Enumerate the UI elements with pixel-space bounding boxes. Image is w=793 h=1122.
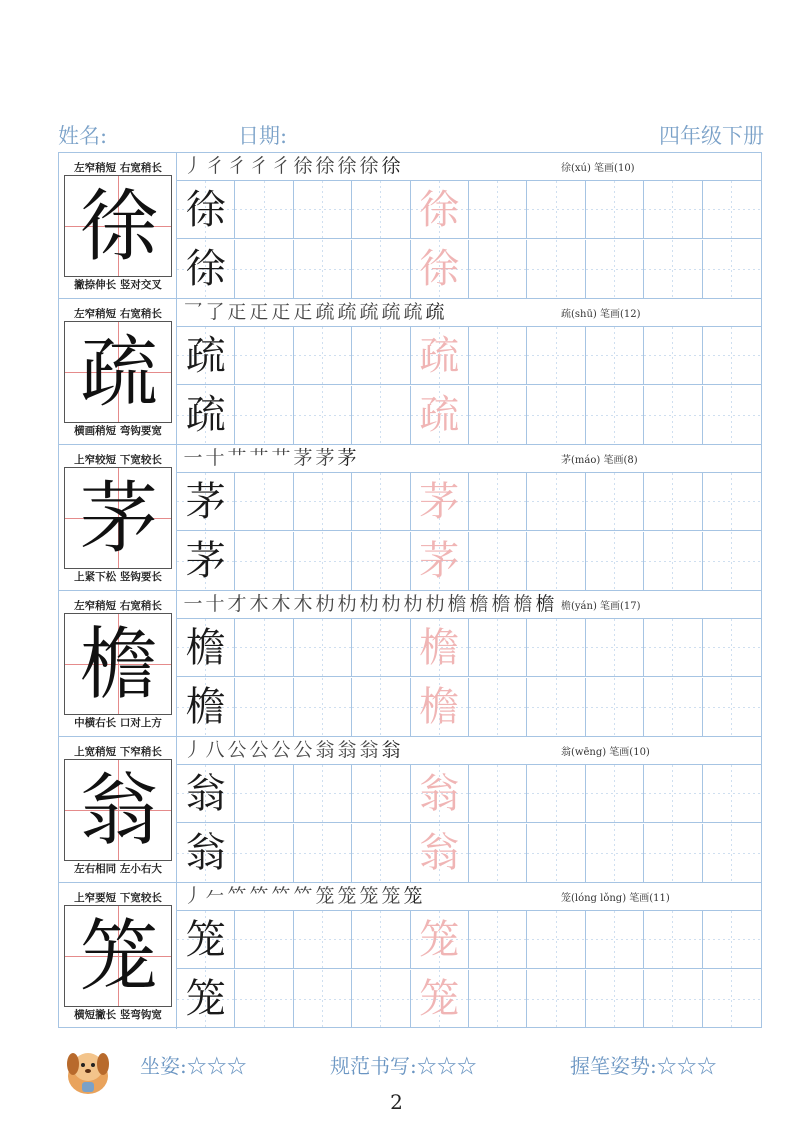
writing-cell[interactable]	[411, 970, 469, 1028]
stroke-step: 茅	[337, 447, 357, 469]
stroke-step: 丿	[183, 739, 203, 761]
stroke-step: 翁	[315, 739, 335, 761]
stroke-step: 疏	[381, 301, 401, 323]
practice-section	[58, 152, 762, 298]
header	[58, 120, 764, 152]
grip-rating: 握笔姿势:☆☆☆	[570, 1054, 717, 1078]
writing-cell[interactable]	[235, 532, 293, 590]
writing-cell[interactable]	[586, 765, 644, 823]
stroke-step: 彳	[271, 155, 291, 177]
grade-label: 四年级下册	[659, 124, 764, 148]
writing-cell[interactable]	[703, 181, 761, 239]
structure-tip-bottom: 横短撇长 竖弯钩宽	[74, 1009, 162, 1021]
writing-cell[interactable]	[177, 619, 235, 677]
writing-cell[interactable]	[469, 181, 527, 239]
writing-cell[interactable]	[235, 619, 293, 677]
trace-character: 翁	[419, 771, 460, 817]
writing-cell[interactable]	[644, 240, 702, 298]
structure-tip-bottom: 撇捺伸长 竖对交叉	[74, 279, 162, 291]
writing-cell[interactable]	[294, 824, 352, 882]
stroke-step: 木	[271, 593, 291, 615]
writing-cell[interactable]	[411, 240, 469, 298]
writing-cell[interactable]	[527, 327, 585, 385]
writing-cells	[177, 619, 761, 737]
stroke-order-row	[177, 591, 761, 619]
writing-cell[interactable]	[703, 911, 761, 969]
writing-cell[interactable]	[294, 678, 352, 736]
stroke-step: 𤴓	[227, 301, 247, 323]
stroke-step: 笼	[315, 885, 335, 907]
stroke-step: 𥫗	[293, 885, 313, 907]
trace-character: 徐	[419, 246, 460, 292]
stroke-step: 𤴓	[293, 301, 313, 323]
writing-cell[interactable]	[352, 619, 410, 677]
practice-grid	[177, 591, 761, 737]
writing-cell[interactable]	[235, 181, 293, 239]
writing-cell[interactable]	[644, 765, 702, 823]
model-character: 笼	[79, 912, 158, 1002]
stroke-step: 𤴓	[271, 301, 291, 323]
name-label: 姓名:	[58, 124, 108, 148]
stroke-step: 笼	[403, 885, 423, 907]
practice-section	[58, 590, 762, 736]
trace-character: 笼	[419, 917, 460, 963]
stroke-step: 徐	[315, 155, 335, 177]
stroke-step: 彳	[227, 155, 247, 177]
structure-tip-top: 上窄较短 下宽较长	[74, 454, 162, 466]
writing-cell[interactable]	[703, 970, 761, 1028]
structure-tip-bottom: 中横右长 口对上方	[74, 717, 162, 729]
writing-cell[interactable]	[644, 619, 702, 677]
structure-tip-top: 左窄稍短 右宽稍长	[74, 600, 162, 612]
writing-cell[interactable]	[586, 824, 644, 882]
writing-cell[interactable]	[235, 473, 293, 531]
model-char-box	[64, 905, 172, 1007]
example-character: 徐	[185, 187, 226, 233]
writing-cell[interactable]	[469, 532, 527, 590]
writing-cell[interactable]	[177, 678, 235, 736]
model-char-box	[64, 467, 172, 569]
writing-cell[interactable]	[527, 824, 585, 882]
model-column	[59, 883, 177, 1029]
writing-cell[interactable]	[411, 911, 469, 969]
writing-cell[interactable]	[469, 765, 527, 823]
writing-cell[interactable]	[527, 473, 585, 531]
stroke-step: 徐	[337, 155, 357, 177]
char-info: 茅(máo) 笔画(8)	[561, 455, 638, 466]
stroke-step: 徐	[381, 155, 401, 177]
writing-cell[interactable]	[235, 911, 293, 969]
model-column	[59, 591, 177, 737]
example-character: 疏	[185, 392, 226, 438]
example-character: 茅	[185, 538, 226, 584]
writing-cells	[177, 473, 761, 591]
practice-grid	[177, 299, 761, 445]
model-column	[59, 737, 177, 883]
stroke-step: 艹	[249, 447, 269, 469]
stroke-step: 木	[249, 593, 269, 615]
structure-tip-top: 上窄要短 下宽较长	[74, 892, 162, 904]
writing-cell[interactable]	[352, 327, 410, 385]
stroke-step: 疏	[359, 301, 379, 323]
writing-cell[interactable]	[527, 386, 585, 444]
stroke-step: 一	[183, 447, 203, 469]
stroke-step: 笼	[337, 885, 357, 907]
writing-cell[interactable]	[352, 386, 410, 444]
example-character: 疏	[185, 333, 226, 379]
stroke-step: 朸	[381, 593, 401, 615]
stroke-step: 朸	[337, 593, 357, 615]
writing-cell[interactable]	[177, 240, 235, 298]
writing-cell[interactable]	[177, 473, 235, 531]
writing-cell[interactable]	[586, 181, 644, 239]
writing-cell[interactable]	[586, 386, 644, 444]
practice-section	[58, 298, 762, 444]
stroke-step: 了	[205, 301, 225, 323]
writing-cell[interactable]	[411, 532, 469, 590]
stroke-step: 朸	[425, 593, 445, 615]
stroke-step: 艹	[271, 447, 291, 469]
stroke-step: 才	[227, 593, 247, 615]
writing-cell[interactable]	[352, 765, 410, 823]
writing-cell[interactable]	[177, 970, 235, 1028]
writing-cell[interactable]	[294, 386, 352, 444]
writing-cell[interactable]	[644, 181, 702, 239]
model-char-box	[64, 175, 172, 277]
practice-grid	[177, 153, 761, 299]
writing-cell[interactable]	[177, 386, 235, 444]
writing-cell[interactable]	[411, 765, 469, 823]
writing-cell[interactable]	[644, 970, 702, 1028]
structure-tip-top: 上宽稍短 下窄稍长	[74, 746, 162, 758]
writing-cell[interactable]	[294, 619, 352, 677]
stroke-step: 疏	[315, 301, 335, 323]
stroke-step: 𤴓	[249, 301, 269, 323]
practice-grid	[177, 883, 761, 1029]
example-character: 檐	[185, 684, 226, 730]
writing-cell[interactable]	[411, 824, 469, 882]
stroke-step: 檐	[491, 593, 511, 615]
char-info: 檐(yán) 笔画(17)	[561, 601, 641, 612]
writing-cell[interactable]	[294, 181, 352, 239]
stroke-step: 朸	[359, 593, 379, 615]
writing-cell[interactable]	[177, 327, 235, 385]
writing-cell[interactable]	[703, 765, 761, 823]
writing-cell[interactable]	[703, 619, 761, 677]
model-character: 徐	[79, 182, 158, 272]
writing-cell[interactable]	[352, 970, 410, 1028]
writing-cell[interactable]	[352, 532, 410, 590]
writing-cell[interactable]	[235, 327, 293, 385]
stroke-step: 丿	[183, 155, 203, 177]
writing-cell[interactable]	[177, 911, 235, 969]
writing-cell[interactable]	[177, 824, 235, 882]
stroke-step: 疏	[337, 301, 357, 323]
writing-cells	[177, 181, 761, 299]
stroke-step: 𥫗	[227, 885, 247, 907]
writing-cell[interactable]	[586, 327, 644, 385]
model-char-box	[64, 759, 172, 861]
writing-cell[interactable]	[703, 824, 761, 882]
writing-cell[interactable]	[703, 473, 761, 531]
practice-section	[58, 882, 762, 1028]
stroke-step: 檐	[447, 593, 467, 615]
writing-cell[interactable]	[352, 473, 410, 531]
writing-cell[interactable]	[177, 532, 235, 590]
writing-cell[interactable]	[586, 240, 644, 298]
example-character: 徐	[185, 246, 226, 292]
stroke-step: 公	[293, 739, 313, 761]
writing-cell[interactable]	[527, 619, 585, 677]
model-column	[59, 299, 177, 445]
stroke-step: 茅	[315, 447, 335, 469]
writing-cell[interactable]	[411, 327, 469, 385]
stroke-order-row	[177, 445, 761, 473]
writing-cell[interactable]	[469, 970, 527, 1028]
stroke-step: 翁	[381, 739, 401, 761]
structure-tip-bottom: 横画稍短 弯钩要宽	[74, 425, 162, 437]
trace-character: 徐	[419, 187, 460, 233]
stroke-step: 丿	[183, 885, 203, 907]
stroke-step: 笼	[381, 885, 401, 907]
writing-cell[interactable]	[527, 911, 585, 969]
stroke-step: 檐	[469, 593, 489, 615]
writing-cell[interactable]	[294, 970, 352, 1028]
stroke-step: 艹	[227, 447, 247, 469]
stroke-step: 十	[205, 593, 225, 615]
writing-cell[interactable]	[469, 678, 527, 736]
writing-cell[interactable]	[644, 386, 702, 444]
stroke-step: 疏	[403, 301, 423, 323]
example-character: 檐	[185, 625, 226, 671]
stroke-step: 八	[205, 739, 225, 761]
trace-character: 笼	[419, 976, 460, 1022]
writing-cell[interactable]	[644, 911, 702, 969]
practice-sheet	[58, 152, 762, 1028]
practice-section	[58, 444, 762, 590]
stroke-step: 朸	[315, 593, 335, 615]
stroke-step: 茅	[293, 447, 313, 469]
char-info: 疏(shū) 笔画(12)	[561, 309, 641, 320]
stroke-step: 𥫗	[249, 885, 269, 907]
writing-cell[interactable]	[294, 473, 352, 531]
writing-cell[interactable]	[235, 824, 293, 882]
stroke-step: 乛	[183, 301, 203, 323]
stroke-step: 公	[227, 739, 247, 761]
writing-cell[interactable]	[644, 532, 702, 590]
example-character: 翁	[185, 771, 226, 817]
writing-cell[interactable]	[644, 824, 702, 882]
model-char-box	[64, 613, 172, 715]
example-character: 翁	[185, 830, 226, 876]
model-character: 翁	[79, 766, 158, 856]
writing-cell[interactable]	[527, 532, 585, 590]
writing-cell[interactable]	[527, 678, 585, 736]
writing-cell[interactable]	[527, 181, 585, 239]
writing-cell[interactable]	[235, 386, 293, 444]
writing-cells	[177, 765, 761, 883]
writing-cell[interactable]	[703, 678, 761, 736]
writing-cell[interactable]	[352, 824, 410, 882]
structure-tip-bottom: 上紧下松 竖钩要长	[74, 571, 162, 583]
stroke-step: 徐	[293, 155, 313, 177]
trace-character: 茅	[419, 479, 460, 525]
writing-cell[interactable]	[527, 240, 585, 298]
char-info: 徐(xú) 笔画(10)	[561, 163, 635, 174]
practice-grid	[177, 737, 761, 883]
writing-cell[interactable]	[644, 327, 702, 385]
writing-cell[interactable]	[294, 765, 352, 823]
trace-character: 翁	[419, 830, 460, 876]
writing-cell[interactable]	[469, 619, 527, 677]
writing-cell[interactable]	[469, 911, 527, 969]
stroke-step: 徐	[359, 155, 379, 177]
model-character: 疏	[79, 328, 158, 418]
practice-section	[58, 736, 762, 882]
practice-grid	[177, 445, 761, 591]
writing-cell[interactable]	[586, 532, 644, 590]
writing-cell[interactable]	[235, 678, 293, 736]
trace-character: 檐	[419, 625, 460, 671]
stroke-order-row	[177, 299, 761, 327]
posture-rating: 坐姿:☆☆☆	[140, 1054, 247, 1078]
writing-cell[interactable]	[352, 181, 410, 239]
writing-cell[interactable]	[294, 911, 352, 969]
writing-cell[interactable]	[411, 619, 469, 677]
writing-cell[interactable]	[352, 240, 410, 298]
writing-cell[interactable]	[235, 240, 293, 298]
writing-cells	[177, 327, 761, 445]
writing-cell[interactable]	[703, 532, 761, 590]
writing-cell[interactable]	[527, 970, 585, 1028]
writing-cell[interactable]	[469, 240, 527, 298]
trace-character: 檐	[419, 684, 460, 730]
writing-cell[interactable]	[469, 824, 527, 882]
footer	[58, 1040, 768, 1090]
writing-cell[interactable]	[586, 911, 644, 969]
example-character: 笼	[185, 917, 226, 963]
writing-cell[interactable]	[235, 970, 293, 1028]
model-character: 茅	[79, 474, 158, 564]
stroke-step: 彳	[205, 155, 225, 177]
stroke-step: 朸	[403, 593, 423, 615]
trace-character: 疏	[419, 392, 460, 438]
writing-cell[interactable]	[586, 473, 644, 531]
stroke-step: 𥫗	[271, 885, 291, 907]
writing-cell[interactable]	[586, 970, 644, 1028]
example-character: 茅	[185, 479, 226, 525]
structure-tip-top: 左窄稍短 右宽稍长	[74, 162, 162, 174]
stroke-step: 一	[183, 593, 203, 615]
stroke-step: 翁	[359, 739, 379, 761]
stroke-step: 檐	[513, 593, 533, 615]
char-info: 翁(wēng) 笔画(10)	[561, 747, 650, 758]
writing-cell[interactable]	[294, 327, 352, 385]
stroke-step: 公	[249, 739, 269, 761]
model-column	[59, 445, 177, 591]
writing-rating: 规范书写:☆☆☆	[330, 1054, 477, 1078]
stroke-step: 檐	[535, 593, 555, 615]
stroke-step: 疏	[425, 301, 445, 323]
page-number: 2	[390, 1090, 403, 1114]
char-info: 笼(lóng lǒng) 笔画(11)	[561, 893, 670, 904]
writing-cell[interactable]	[352, 678, 410, 736]
writing-cell[interactable]	[703, 240, 761, 298]
writing-cell[interactable]	[644, 473, 702, 531]
writing-cell[interactable]	[411, 678, 469, 736]
stroke-step: 公	[271, 739, 291, 761]
stroke-step: 笼	[359, 885, 379, 907]
writing-cell[interactable]	[469, 327, 527, 385]
writing-cell[interactable]	[177, 765, 235, 823]
model-character: 檐	[79, 620, 158, 710]
stroke-step: 彳	[249, 155, 269, 177]
trace-character: 疏	[419, 333, 460, 379]
model-char-box	[64, 321, 172, 423]
writing-cell[interactable]	[294, 532, 352, 590]
writing-cell[interactable]	[235, 765, 293, 823]
writing-cell[interactable]	[411, 386, 469, 444]
writing-cell[interactable]	[469, 386, 527, 444]
writing-cell[interactable]	[411, 473, 469, 531]
writing-cells	[177, 911, 761, 1029]
writing-cell[interactable]	[703, 386, 761, 444]
writing-cell[interactable]	[703, 327, 761, 385]
writing-cell[interactable]	[177, 181, 235, 239]
stroke-order-row	[177, 883, 761, 911]
stroke-step: 翁	[337, 739, 357, 761]
model-column	[59, 153, 177, 299]
structure-tip-top: 左窄稍短 右宽稍长	[74, 308, 162, 320]
date-label: 日期:	[238, 124, 288, 148]
structure-tip-bottom: 左右相同 左小右大	[74, 863, 162, 875]
writing-cell[interactable]	[294, 240, 352, 298]
example-character: 笼	[185, 976, 226, 1022]
writing-cell[interactable]	[352, 911, 410, 969]
stroke-step: 十	[205, 447, 225, 469]
writing-cell[interactable]	[644, 678, 702, 736]
stroke-order-row	[177, 737, 761, 765]
writing-cell[interactable]	[411, 181, 469, 239]
writing-cell[interactable]	[527, 765, 585, 823]
stroke-order-row	[177, 153, 761, 181]
writing-cell[interactable]	[586, 678, 644, 736]
stroke-step: 𠂉	[205, 885, 225, 907]
writing-cell[interactable]	[469, 473, 527, 531]
trace-character: 茅	[419, 538, 460, 584]
stroke-step: 木	[293, 593, 313, 615]
writing-cell[interactable]	[586, 619, 644, 677]
